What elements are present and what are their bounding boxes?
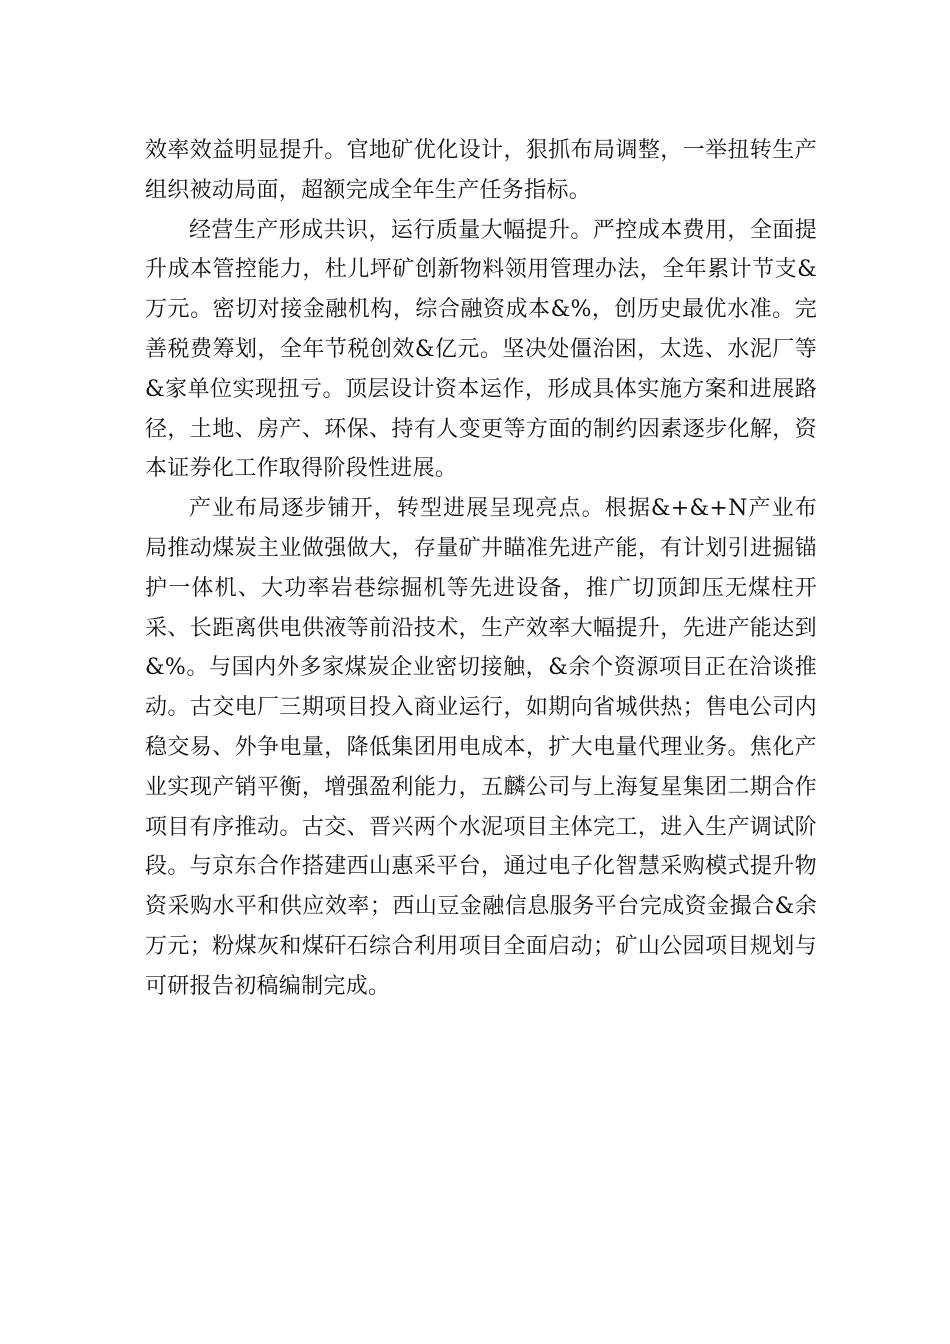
paragraph-3: 产业布局逐步铺开，转型进展呈现亮点。根据&+&+N产业布局推动煤炭主业做强做大，存量矿井瞄准先进产能，有计划引进掘锚护一体机、大功率岩巷综掘机等先进设备，推广切顶卸压无煤柱开采、长距离供电供液等前沿技术，生产效率大幅提升，先进产能达到&%。与国内外多家煤炭企业密切接触，&余个资源项目正在洽谈推动。古交电厂三期项目投入商业运行，如期向省城供热；售电公司内稳交易、外争电量，降低集团用电成本，扩大电量代理业务。焦化产业实现产销平衡，增强盈利能力，五麟公司与上海复星集团二期合作项目有序推动。古交、晋兴两个水泥项目主体完工，进入生产调试阶段。与京东合作搭建西山惠采平台，通过电子化智慧采购模式提升物资采购水平和供应效率；西山豆金融信息服务平台完成资金撮合&余万元；粉煤灰和煤矸石综合利用项目全面启动；矿山公园项目规划与可研报告初稿编制完成。 — [145, 496, 817, 999]
paragraph-2: 经营生产形成共识，运行质量大幅提升。严控成本费用，全面提升成本管控能力，杜儿坪矿创新物料领用管理办法，全年累计节支&万元。密切对接金融机构，综合融资成本&%，创历史最优水准。完善税费筹划，全年节税创效&亿元。坚决处僵治困，太选、水泥厂等&家单位实现扭亏。顶层设计资本运作，形成具体实施方案和进展路径，土地、房产、环保、持有人变更等方面的制约因素逐步化解，资本证券化工作取得阶段性进展。 — [145, 217, 817, 482]
paragraph-1: 效率效益明显提升。官地矿优化设计，狠抓布局调整，一举扭转生产组织被动局面，超额完成全年生产任务指标。 — [145, 138, 817, 203]
document-body — [145, 131, 817, 1007]
